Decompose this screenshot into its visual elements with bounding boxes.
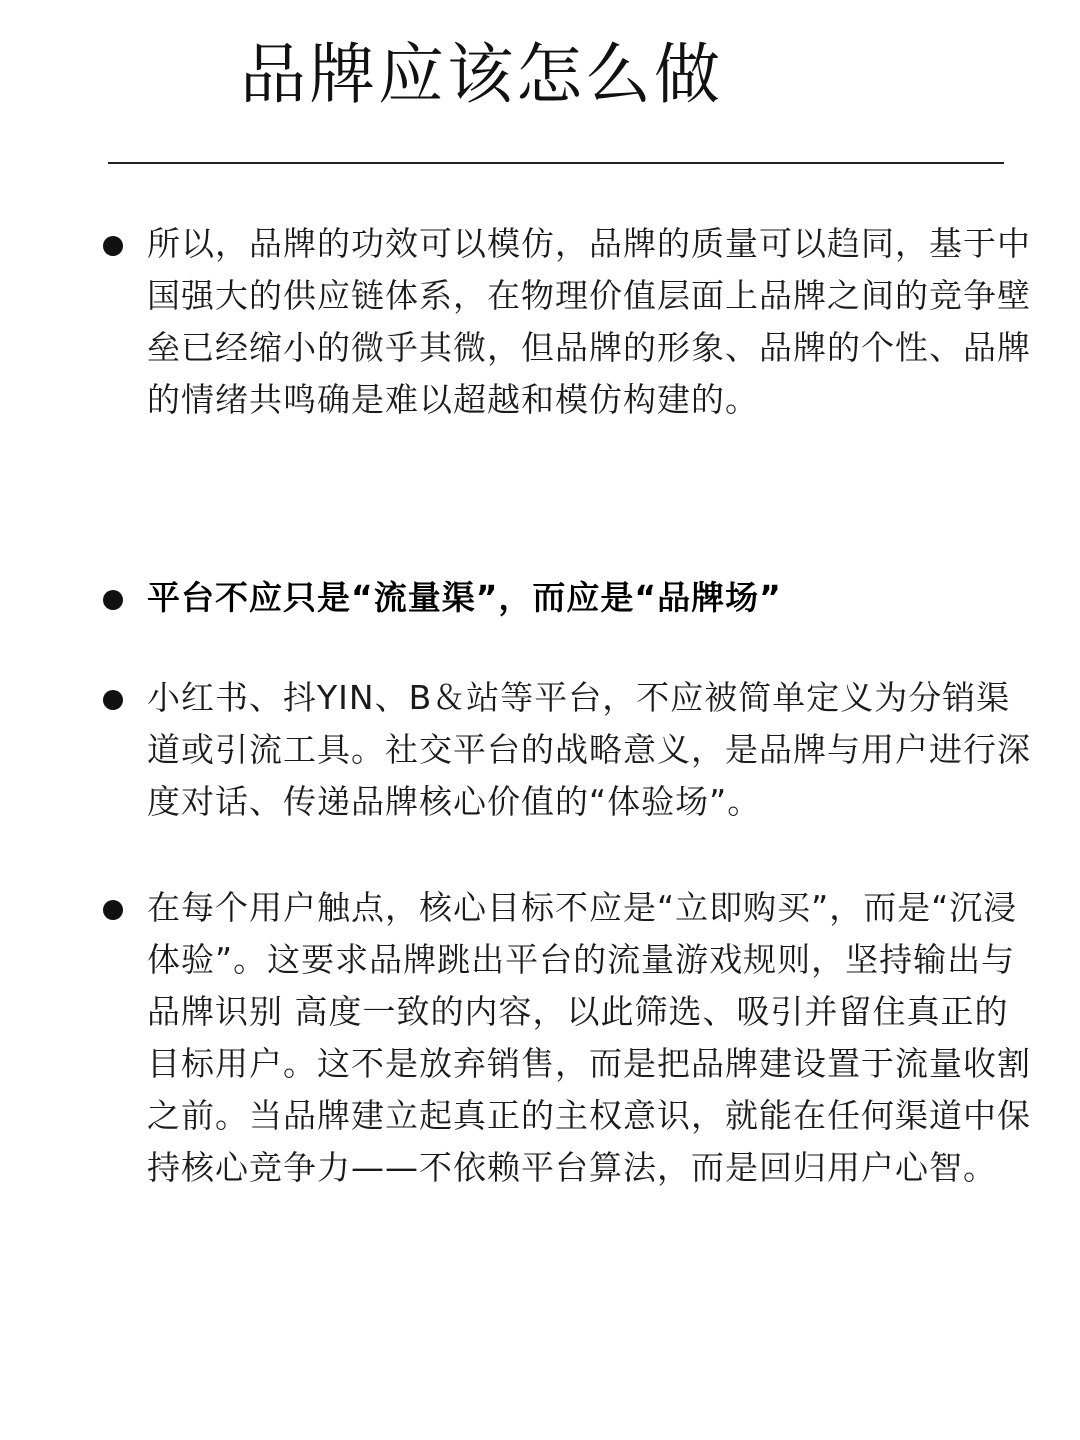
bullet-dot-icon xyxy=(103,236,123,256)
title-divider xyxy=(108,162,1004,164)
bullet-item-social-platforms xyxy=(103,672,1043,832)
bullet-item-user-touchpoints xyxy=(103,882,1043,1252)
bullet-text: 小红书、抖YIN、B＆站等平台，不应被简单定义为分销渠道或引流工具。社交平台的战略意义，是品牌与用户进行深度对话、传递品牌核心价值的“体验场”。 xyxy=(147,678,1031,821)
bullet-item-platform-heading xyxy=(103,572,1043,628)
bullet-text: 在每个用户触点，核心目标不应是“立即购买”，而是“沉浸体验”。这要求品牌跳出平台的流量游戏规则，坚持输出与品牌识别 高度一致的内容，以此筛选、吸引并留住真正的目标用户。这不是放弃销售，而是把品牌建设置于流量收割之前。当品牌建立起真正的主权意识，就能在任何渠道中保持核心竞争力——不依赖平台算法，而是回归用户心智。 xyxy=(147,888,1031,1187)
bullet-dot-icon xyxy=(103,900,123,920)
bullet-dot-icon xyxy=(103,690,123,710)
bullet-dot-icon xyxy=(103,590,123,610)
page-title: 品牌应该怎么做 xyxy=(240,36,723,113)
bullet-text: 所以，品牌的功效可以模仿，品牌的质量可以趋同，基于中国强大的供应链体系，在物理价值层面上品牌之间的竞争壁垒已经缩小的微乎其微，但品牌的形象、品牌的个性、品牌的情绪共鸣确是难以超越和模仿构建的。 xyxy=(147,224,1031,419)
bullet-item-brand-barrier xyxy=(103,218,1043,478)
bullet-heading: 平台不应只是“流量渠”，而应是“品牌场” xyxy=(147,578,782,617)
